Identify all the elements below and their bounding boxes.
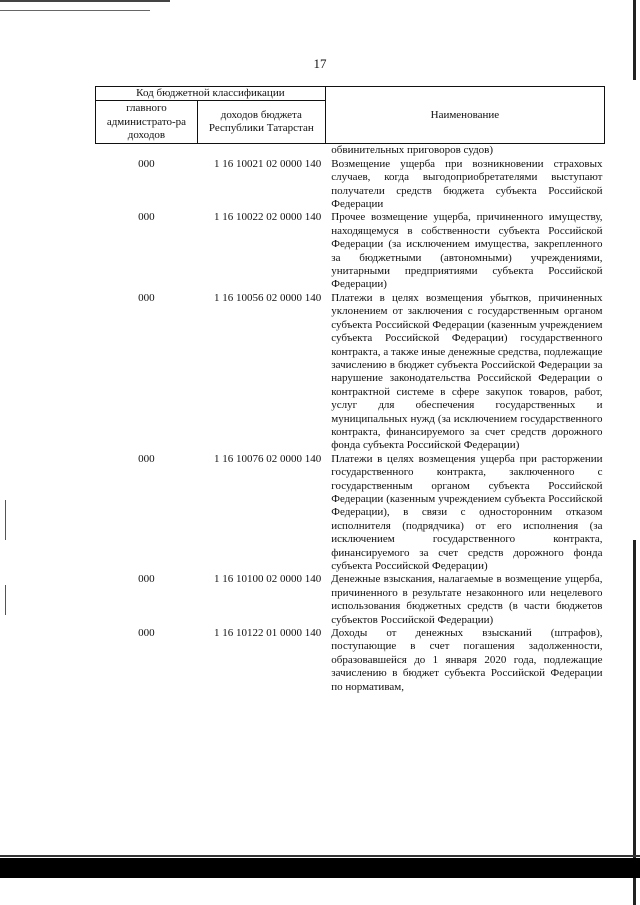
table-row xyxy=(96,573,605,627)
scan-artifact-line xyxy=(0,10,150,11)
admin-code: 000 xyxy=(138,157,155,170)
income-code: 1 16 10100 02 0000 140 xyxy=(214,573,322,586)
page-number: 17 xyxy=(313,56,327,71)
table-row xyxy=(96,211,605,291)
scan-artifact-gap xyxy=(633,80,636,540)
admin-code: 000 xyxy=(138,573,155,586)
income-code: 1 16 10021 02 0000 140 xyxy=(214,157,322,170)
row-name: Доходы от денежных взысканий (штрафов), поступающие в счет погашения задолженности, образовавшейся до 1 января 2020 года, подлежащие зачислению в бюджет субъекта Российской Федерации по нормативам, xyxy=(331,627,603,693)
scan-artifact-mark xyxy=(5,585,6,615)
income-code: 1 16 10076 02 0000 140 xyxy=(214,452,322,465)
empty-cell xyxy=(96,144,198,158)
row-name: Платежи в целях возмещения убытков, причиненных уклонением от заключения с государственным органом субъекта Российской Федерации (казенным учреждением субъекта Российской Федерации) государственного контракта, а также иные денежные средства, подлежащие зачислению в бюджет субъекта Российской Федерации за нарушение законодательства Российской Федерации о контрактной системе в сфере закупок товаров, работ, услуг для обеспечения государственных и муниципальных нужд (за исключением государственного контракта, финансируемого за счет средств дорожного фонда субъекта Российской Федерации) xyxy=(331,291,603,452)
header-income: доходов бюджета Республики Татарстан xyxy=(197,101,325,144)
admin-code: 000 xyxy=(138,291,155,304)
admin-code: 000 xyxy=(138,452,155,465)
admin-code: 000 xyxy=(138,211,155,224)
header-name: Наименование xyxy=(325,87,604,144)
row-name: Прочее возмещение ущерба, причиненного имуществу, находящемуся в собственности субъекта Российской Федерации (за исключением имущества, закрепленного за бюджетными (автономными) учреждениями, унитарными предприятиями субъекта Российской Федерации) xyxy=(331,211,603,291)
row-name: Возмещение ущерба при возникновении страховых случаев, когда выгодоприобретателями выступают получатели средств бюджета субъекта Российской Федерации xyxy=(331,157,603,211)
table-row xyxy=(96,292,605,453)
scan-artifact-line xyxy=(0,0,170,2)
group-header: Код бюджетной классификации xyxy=(96,87,326,101)
income-code: 1 16 10022 02 0000 140 xyxy=(214,211,322,224)
scan-artifact-line xyxy=(0,855,640,857)
scan-artifact-bar xyxy=(0,858,640,878)
header-admin: главного администрато-ра доходов xyxy=(96,101,198,144)
table-row xyxy=(96,627,605,694)
scan-artifact-mark xyxy=(5,500,6,540)
admin-code: 000 xyxy=(138,627,155,640)
budget-classification-table xyxy=(95,86,605,694)
table-row xyxy=(96,158,605,212)
empty-cell xyxy=(197,144,325,158)
continuation-text: обвинительных приговоров судов) xyxy=(331,144,494,157)
income-code: 1 16 10122 01 0000 140 xyxy=(214,627,322,640)
table-row xyxy=(96,453,605,574)
row-name: Денежные взыскания, налагаемые в возмещение ущерба, причиненного в результате незаконного или нецелевого использования бюджетных средств (в части бюджетов субъектов Российской Федерации) xyxy=(331,573,603,626)
row-name: Платежи в целях возмещения ущерба при расторжении государственного контракта, заключенного с государственным органом субъекта Российской Федерации (казенным учреждением субъекта Российской Федерации), в связи с односторонним отказом исполнителя (подрядчика) от его исполнения (за исключением государственного контракта, финансируемого за счет средств дорожного фонда субъекта Российской Федерации) xyxy=(331,452,603,572)
income-code: 1 16 10056 02 0000 140 xyxy=(214,291,322,304)
